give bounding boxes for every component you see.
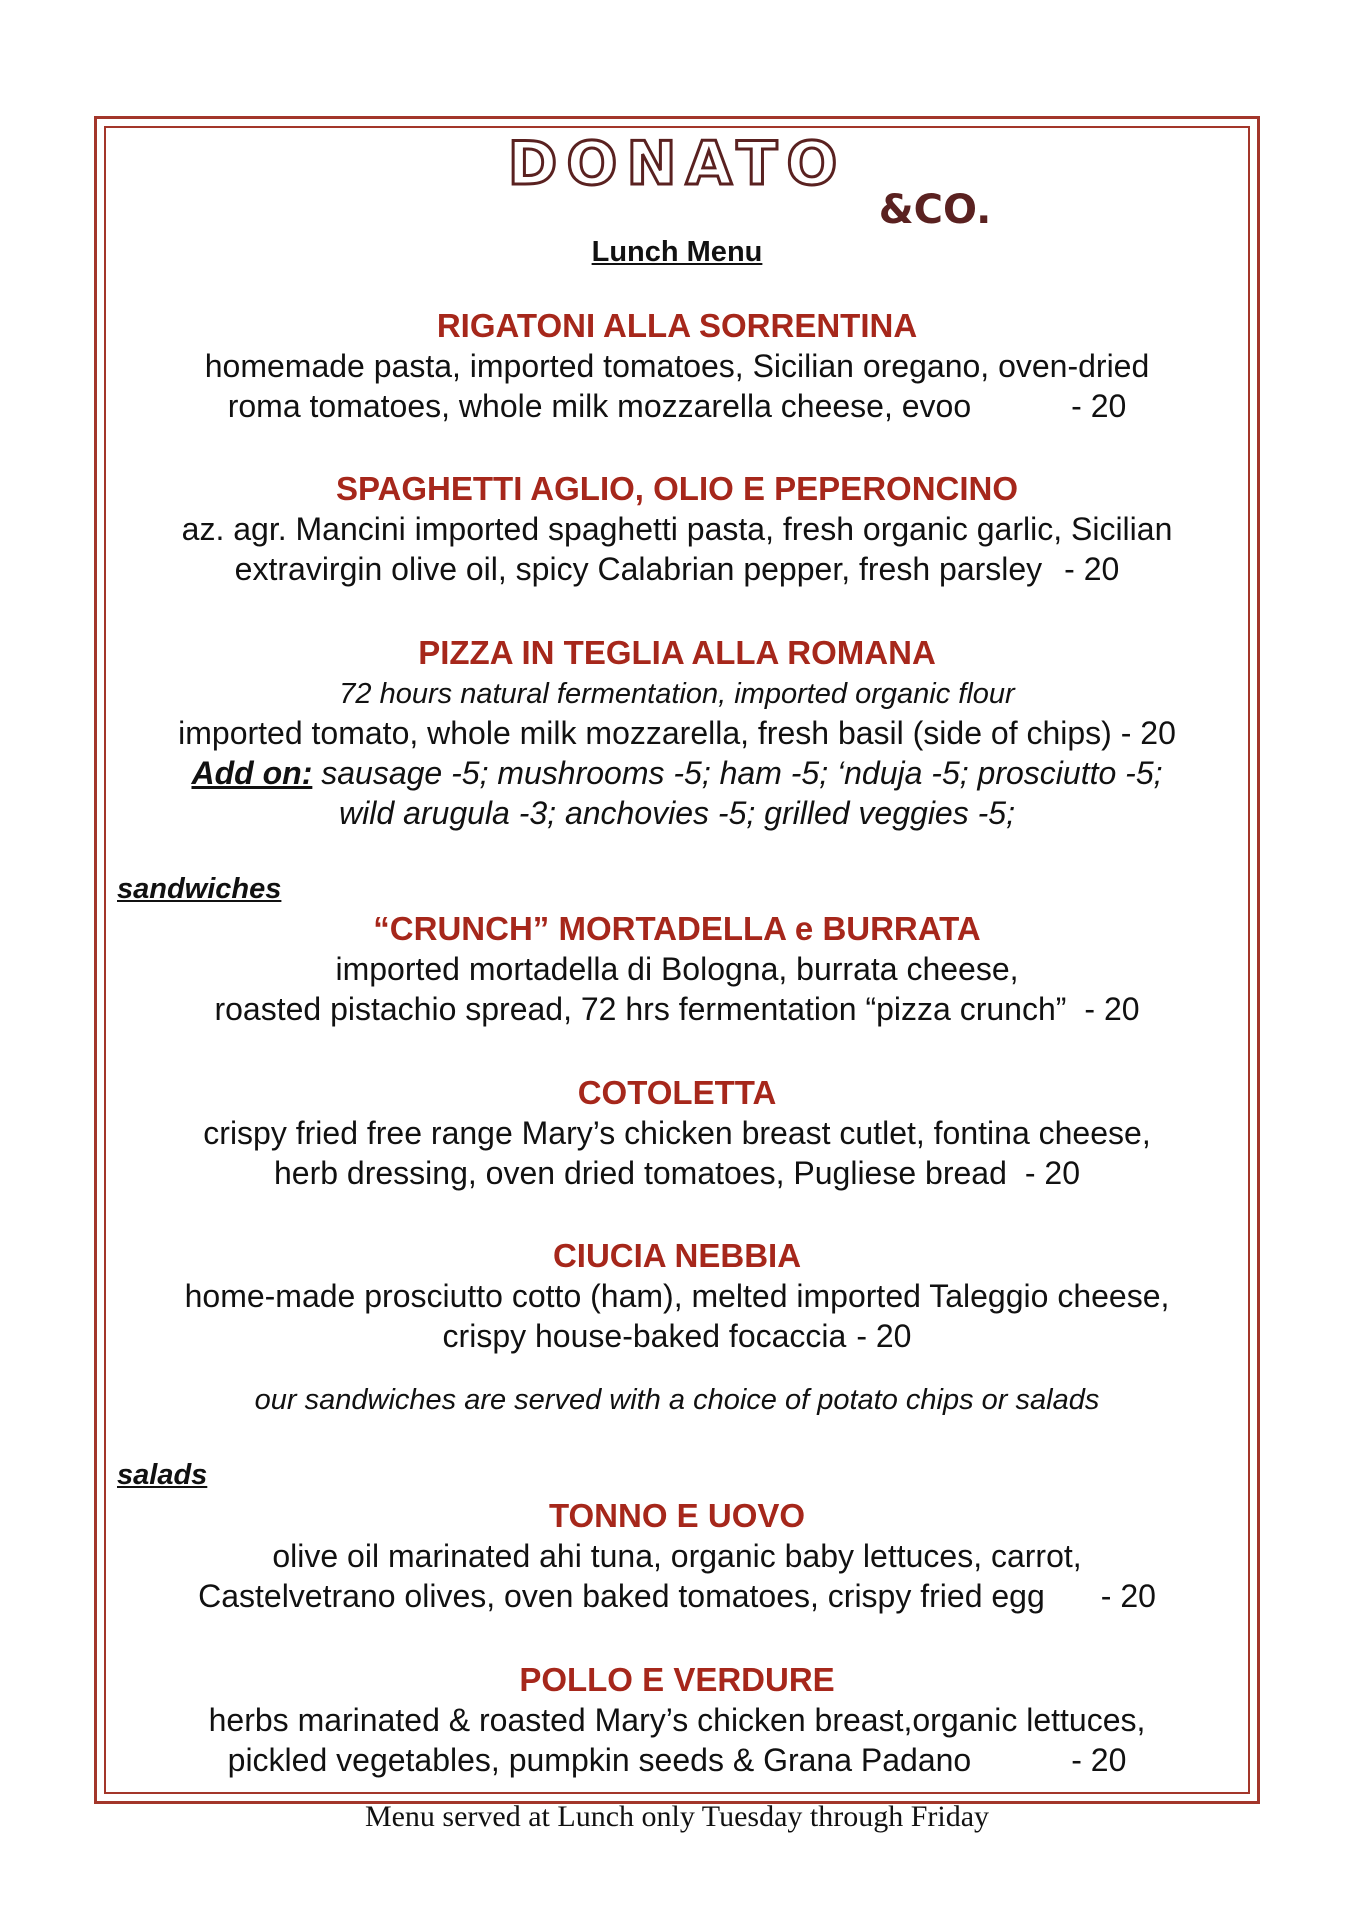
section-heading-sandwiches: sandwiches <box>117 873 282 905</box>
dish-price: - 20 <box>1071 1742 1127 1778</box>
dish-description-text: extravirgin olive oil, spicy Calabrian pepper, fresh parsley <box>234 551 1043 587</box>
dish-description: imported mortadella di Bologna, burrata cheese, <box>335 951 1019 987</box>
dish-description-text: crispy house-baked focaccia <box>442 1318 847 1354</box>
addon-text: sausage -5; mushrooms -5; ham -5; ‘nduja -5; prosciutto -5; <box>321 755 1163 791</box>
dish-description-text: Castelvetrano olives, oven baked tomatoes, crispy fried egg <box>198 1578 1045 1614</box>
menu-title: Lunch Menu <box>591 236 763 268</box>
dish-price: - 20 <box>1100 1578 1156 1614</box>
addon-line <box>0 753 1354 793</box>
dish-name: PIZZA IN TEGLIA ALLA ROMANA <box>418 634 936 671</box>
dish-name: RIGATONI ALLA SORRENTINA <box>436 307 918 344</box>
dish-description: home-made prosciutto cotto (ham), melted imported Taleggio cheese, <box>184 1278 1170 1314</box>
addon-text: wild arugula -3; anchovies -5; grilled veggies -5; <box>339 795 1015 831</box>
dish-name: SPAGHETTI AGLIO, OLIO E PEPERONCINO <box>335 470 1019 507</box>
dish-name: “CRUNCH” MORTADELLA e BURRATA <box>373 910 981 947</box>
dish-description-line <box>0 1316 1354 1356</box>
dish-description-text: roasted pistachio spread, 72 hrs fermentation “pizza crunch” <box>214 991 1067 1027</box>
dish-price: - 20 <box>1071 388 1127 424</box>
dish-price: - 20 <box>1120 715 1176 751</box>
dish-description: az. agr. Mancini imported spaghetti pasta, fresh organic garlic, Sicilian <box>181 511 1173 547</box>
dish-name: CIUCIA NEBBIA <box>552 1237 802 1274</box>
dish-note: 72 hours natural fermentation, imported organic flour <box>339 678 1015 710</box>
dish-description-line <box>0 1740 1354 1780</box>
dish-description-line <box>0 989 1354 1029</box>
dish-description: herbs marinated & roasted Mary’s chicken breast,organic lettuces, <box>208 1702 1146 1738</box>
logo-name: DONATO <box>507 129 847 199</box>
dish-price: - 20 <box>1024 1155 1081 1191</box>
dish-description: olive oil marinated ahi tuna, organic baby lettuces, carrot, <box>272 1538 1082 1574</box>
dish-description-text: roma tomatoes, whole milk mozzarella cheese, evoo <box>227 388 972 424</box>
dish-description-text: pickled vegetables, pumpkin seeds & Grana Padano <box>227 1742 972 1778</box>
dish-description-text: imported tomato, whole milk mozzarella, fresh basil (side of chips) <box>178 715 1112 751</box>
dish-description-text: herb dressing, oven dried tomatoes, Pugliese bread <box>273 1155 1007 1191</box>
dish-description-line <box>0 549 1354 589</box>
section-heading-salads: salads <box>117 1459 208 1491</box>
dish-description: homemade pasta, imported tomatoes, Sicilian oregano, oven-dried <box>204 348 1150 384</box>
dish-description-line <box>0 713 1354 753</box>
dish-description: crispy fried free range Mary’s chicken breast cutlet, fontina cheese, <box>203 1115 1151 1151</box>
dish-price: - 20 <box>1064 551 1120 587</box>
dish-price: - 20 <box>856 1318 912 1354</box>
logo-subtitle: &CO. <box>878 187 992 233</box>
dish-name: TONNO E UOVO <box>548 1497 806 1534</box>
dish-name: POLLO E VERDURE <box>519 1661 835 1698</box>
addon-label: Add on: <box>191 755 313 791</box>
dish-name: COTOLETTA <box>577 1074 777 1111</box>
sandwich-note: our sandwiches are served with a choice of potato chips or salads <box>254 1384 1100 1416</box>
dish-description-line <box>0 1576 1354 1616</box>
dish-price: - 20 <box>1084 991 1140 1027</box>
footer-note: Menu served at Lunch only Tuesday through Friday <box>364 1800 990 1833</box>
dish-description-line <box>0 386 1354 426</box>
dish-description-line <box>0 1153 1354 1193</box>
